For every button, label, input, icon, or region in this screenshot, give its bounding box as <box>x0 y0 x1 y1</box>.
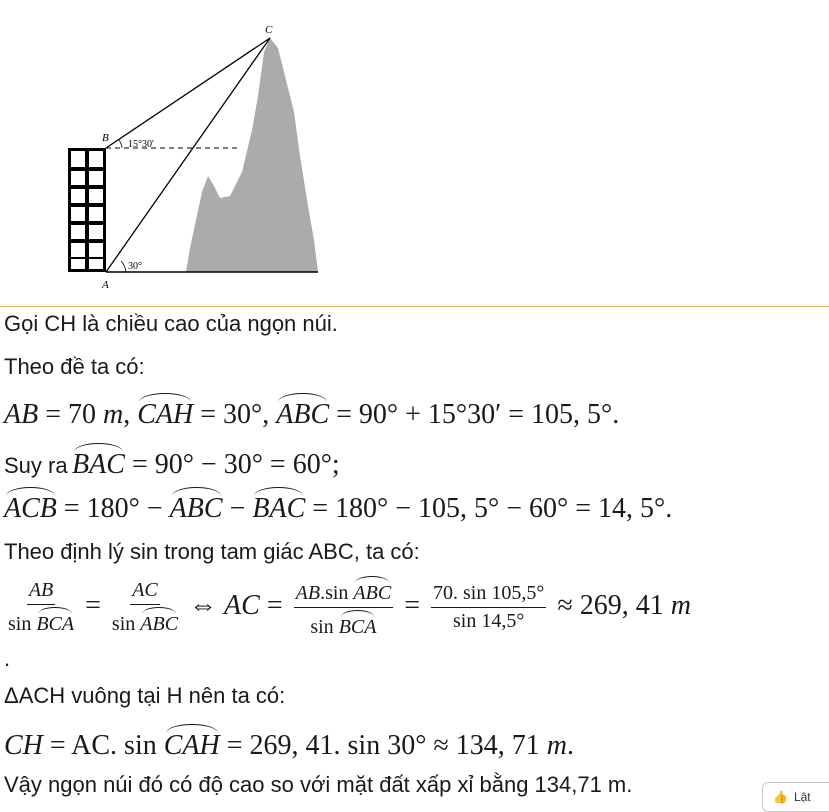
math-line-given: AB = 70 m, CAH = 30°, ABC = 90° + 15°30′ = 105, 5°. <box>4 393 619 431</box>
text-dot: . <box>4 646 11 671</box>
angle-label-top: 15°30' <box>128 139 154 150</box>
text-line-conclusion: Vậy ngọn núi đó có độ cao so với mặt đất xấp xỉ bằng 134,71 m. <box>4 772 633 797</box>
suy-ra-label: Suy ra <box>4 453 68 478</box>
math-line-acb: ACB = 180° − ABC − BAC = 180° − 105, 5° − 60° = 14, 5°. <box>4 487 672 525</box>
math-line-bac: Suy ra BAC = 90° − 30° = 60°; <box>4 443 340 481</box>
building-illustration <box>68 148 106 272</box>
thumb-icon: 👍 <box>773 790 788 804</box>
point-label-a: A <box>102 279 109 291</box>
flip-button[interactable] <box>762 782 829 812</box>
math-line-ch: CH = AC. sin CAH = 269, 41. sin 30° ≈ 134, 71 m. <box>4 724 574 762</box>
mountain-figure <box>0 0 829 300</box>
section-divider <box>0 306 829 307</box>
text-line-right-triangle: ΔACH vuông tại H nên ta có: <box>4 683 286 708</box>
text-line-sin-theorem: Theo định lý sin trong tam giác ABC, ta có: <box>4 539 420 564</box>
point-label-c: C <box>265 24 273 36</box>
angle-label-bottom: 30° <box>128 261 142 272</box>
text-line-2: Theo đề ta có: <box>4 354 145 379</box>
flip-label: Lật <box>793 790 811 804</box>
mountain-shape <box>186 38 318 272</box>
math-line-ac: $\frac{AB}{\text{sin BCA}}$ = $\frac{AC}{\text{sin ABC}}$ ⇔ AC = $\frac{\text{AB.sin ABC}}{\text{sin BCA}}$ = $\frac{70. \sin 105,5^\circ}{\sin 14,5^\circ}$ ≈ 269, 41 m <box>4 576 691 639</box>
text-line-1: Gọi CH là chiều cao của ngọn núi. <box>4 311 338 336</box>
point-label-b: B <box>102 132 109 144</box>
